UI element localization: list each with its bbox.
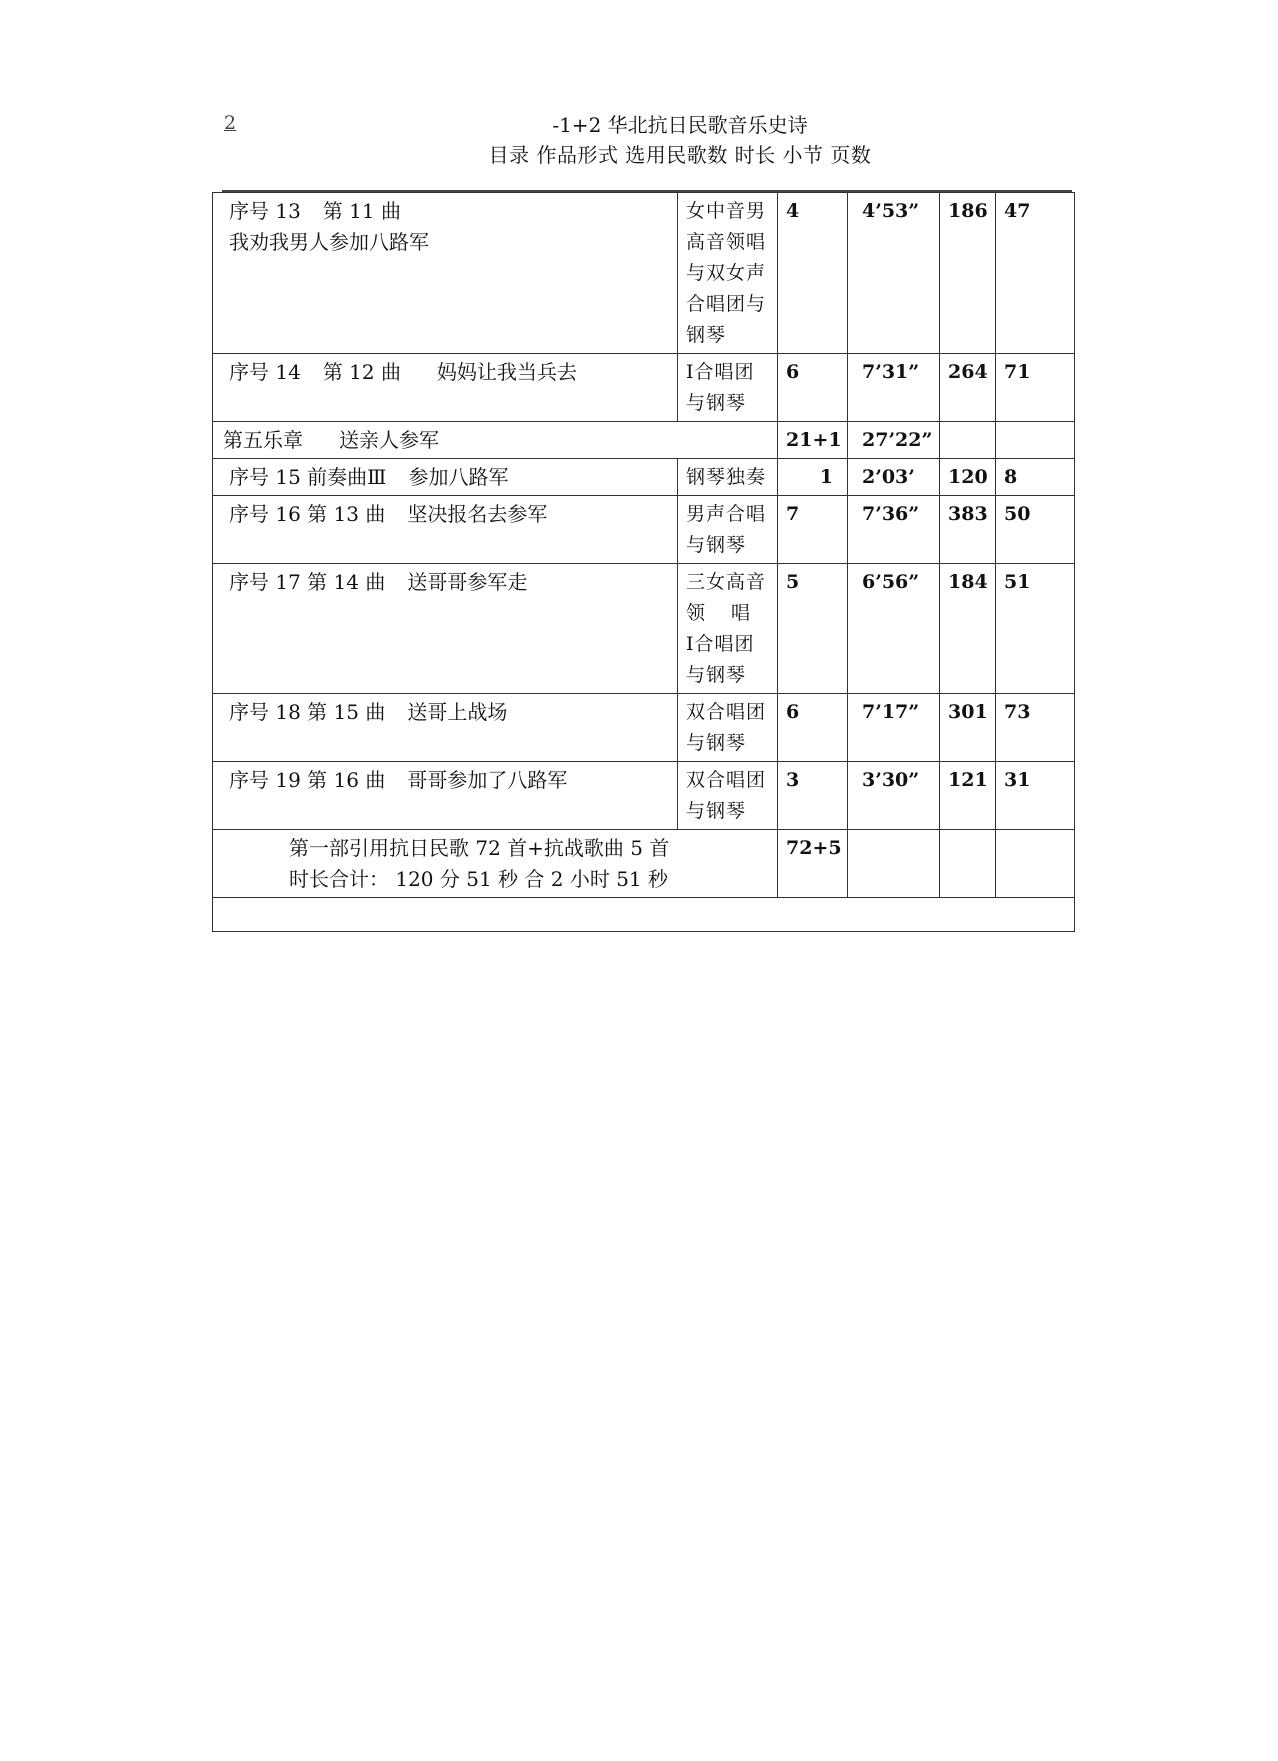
- pages-cell: 51: [996, 564, 1075, 694]
- seq-label: 序号 18: [229, 700, 301, 724]
- form-line: Ⅰ合唱团: [686, 633, 755, 655]
- bars-cell: 383: [940, 496, 996, 564]
- summary-row: [213, 830, 1075, 898]
- piece-label: 前奏曲Ⅲ: [307, 465, 387, 489]
- summary-cell: [213, 830, 778, 898]
- duration-cell: 6’56”: [848, 564, 940, 694]
- bars-cell: 120: [940, 459, 996, 496]
- movement-label: 第五乐章: [223, 428, 303, 452]
- movement-songs: 21+1: [778, 422, 848, 459]
- pages-cell: 31: [996, 762, 1075, 830]
- column-headings: 目录 作品形式 选用民歌数 时长 小节 页数: [488, 143, 872, 167]
- piece-label: 第 11 曲: [322, 199, 401, 223]
- duration-cell: [848, 830, 940, 898]
- movement-title: 送亲人参军: [339, 428, 439, 452]
- piece-cell: [213, 694, 678, 762]
- bars-cell: 186: [940, 193, 996, 354]
- piece-cell: [213, 354, 678, 422]
- seq-label: 序号 17: [229, 570, 301, 594]
- table-row: [213, 694, 1075, 762]
- songs-cell: 6: [778, 694, 848, 762]
- seq-label: 序号 14: [229, 360, 301, 384]
- table-row: [213, 354, 1075, 422]
- piece-cell: [213, 496, 678, 564]
- piece-label: 第 12 曲: [322, 360, 401, 384]
- piece-title: 我劝我男人参加八路军: [229, 230, 429, 254]
- form-cell: 双合唱团与钢琴: [678, 694, 778, 762]
- piece-cell: [213, 762, 678, 830]
- pages-cell: 47: [996, 193, 1075, 354]
- blank-row: [213, 898, 1075, 932]
- bars-cell: 301: [940, 694, 996, 762]
- form-line: 领 唱: [686, 602, 761, 624]
- duration-cell: 7’31”: [848, 354, 940, 422]
- piece-label: 第 14 曲: [307, 570, 386, 594]
- page-number: 2: [224, 112, 237, 134]
- table-row: [213, 564, 1075, 694]
- piece-label: 第 15 曲: [307, 700, 386, 724]
- blank-cell: [213, 898, 1075, 932]
- piece-title: 参加八路军: [408, 465, 509, 489]
- bars-cell: 184: [940, 564, 996, 694]
- pages-cell: 71: [996, 354, 1075, 422]
- summary-songs: 72+5: [778, 830, 848, 898]
- piece-cell: [213, 193, 678, 354]
- duration-cell: 2’03’: [848, 459, 940, 496]
- duration-cell: 7’36”: [848, 496, 940, 564]
- movement-row: [213, 422, 1075, 459]
- summary-line-1: 第一部引用抗日民歌 72 首+抗战歌曲 5 首: [289, 836, 670, 860]
- songs-cell: 7: [778, 496, 848, 564]
- duration-cell: 4’53”: [848, 193, 940, 354]
- piece-title: 妈妈让我当兵去: [436, 360, 577, 384]
- piece-title: 坚决报名去参军: [407, 502, 548, 526]
- seq-label: 序号 15: [229, 465, 301, 489]
- form-cell: Ⅰ合唱团与钢琴: [678, 354, 778, 422]
- table-row: [213, 459, 1075, 496]
- document-title: -1+2 华北抗日民歌音乐史诗: [552, 113, 808, 137]
- songs-cell: 4: [778, 193, 848, 354]
- piece-title: 送哥哥参军走: [407, 570, 528, 594]
- seq-label: 序号 13: [229, 199, 301, 223]
- piece-title: 哥哥参加了八路军: [407, 768, 568, 792]
- pages-cell: 50: [996, 496, 1075, 564]
- form-cell: 双合唱团与钢琴: [678, 762, 778, 830]
- document-header: [380, 110, 980, 170]
- piece-cell: [213, 564, 678, 694]
- duration-cell: 3’30”: [848, 762, 940, 830]
- form-cell: 钢琴独奏: [678, 459, 778, 496]
- songs-cell: 1: [778, 459, 848, 496]
- seq-label: 序号 16: [229, 502, 301, 526]
- pages-cell: 8: [996, 459, 1075, 496]
- piece-label: 第 13 曲: [307, 502, 386, 526]
- pages-cell: [996, 830, 1075, 898]
- duration-cell: 7’17”: [848, 694, 940, 762]
- pages-cell: [996, 422, 1075, 459]
- songs-cell: 5: [778, 564, 848, 694]
- contents-table: [212, 192, 1075, 932]
- form-line: 与钢琴: [686, 664, 747, 686]
- pages-cell: 73: [996, 694, 1075, 762]
- form-cell: 男声合唱与钢琴: [678, 496, 778, 564]
- movement-cell: [213, 422, 778, 459]
- form-line: 三女高音: [686, 571, 767, 593]
- songs-cell: 3: [778, 762, 848, 830]
- bars-cell: [940, 422, 996, 459]
- summary-line-2: 时长合计： 120 分 51 秒 合 2 小时 51 秒: [289, 867, 669, 891]
- form-cell: 女中音男高音领唱与双女声合唱团与钢琴: [678, 193, 778, 354]
- bars-cell: 121: [940, 762, 996, 830]
- bars-cell: 264: [940, 354, 996, 422]
- movement-duration: 27’22”: [848, 422, 940, 459]
- table-row: [213, 496, 1075, 564]
- piece-title: 送哥上战场: [407, 700, 508, 724]
- piece-cell: [213, 459, 678, 496]
- form-cell: [678, 564, 778, 694]
- table-row: [213, 762, 1075, 830]
- seq-label: 序号 19: [229, 768, 301, 792]
- songs-cell: 6: [778, 354, 848, 422]
- piece-label: 第 16 曲: [307, 768, 386, 792]
- table-row: [213, 193, 1075, 354]
- bars-cell: [940, 830, 996, 898]
